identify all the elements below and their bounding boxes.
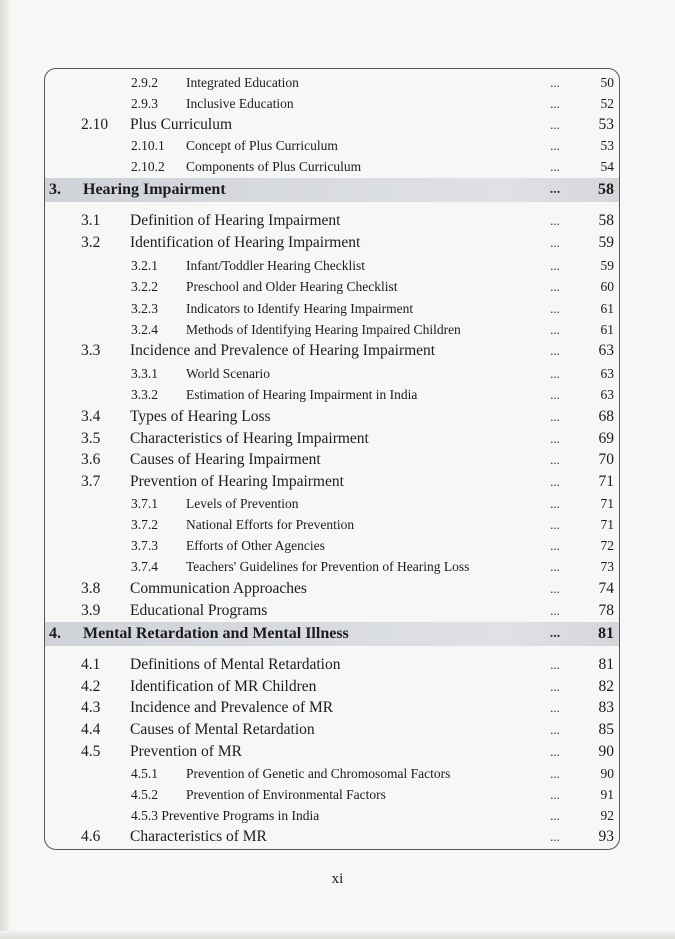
toc-leader-dots: ... xyxy=(550,343,560,358)
toc-entry-row[interactable] xyxy=(45,535,619,556)
toc-entry-row[interactable] xyxy=(45,406,619,427)
toc-leader-dots: ... xyxy=(550,258,560,273)
toc-entry-number: 4.6 xyxy=(81,828,101,845)
toc-chapter-row[interactable] xyxy=(45,178,619,202)
toc-entry-number: 3.4 xyxy=(81,408,101,425)
toc-leader-dots: ... xyxy=(549,626,561,641)
toc-leader-dots: ... xyxy=(550,75,560,90)
toc-leader-dots: ... xyxy=(550,581,560,596)
toc-leader-dots: ... xyxy=(550,787,560,802)
toc-entry-row[interactable] xyxy=(45,741,619,762)
toc-entry-page: 53 xyxy=(598,116,614,133)
toc-entry-number: 4.2 xyxy=(81,678,101,695)
scan-bottom-shadow xyxy=(0,931,675,939)
toc-entry-row[interactable] xyxy=(45,319,619,340)
toc-entry-title: Incidence and Prevalence of Hearing Impairment xyxy=(130,342,436,359)
toc-entry-title: World Scenario xyxy=(186,366,271,381)
toc-entry-row[interactable] xyxy=(45,805,619,826)
toc-leader-dots: ... xyxy=(550,117,560,132)
toc-leader-dots: ... xyxy=(550,452,560,467)
toc-entry-row[interactable] xyxy=(45,697,619,718)
toc-entry-row[interactable] xyxy=(45,135,619,156)
toc-entry-title: Mental Retardation and Mental Illness xyxy=(83,625,349,642)
toc-entry-title: Concept of Plus Curriculum xyxy=(186,138,338,153)
toc-entry-title: Methods of Identifying Hearing Impaired Children xyxy=(186,322,461,337)
toc-entry-title: Integrated Education xyxy=(186,75,299,90)
toc-leader-dots: ... xyxy=(550,138,560,153)
toc-entry-title: Efforts of Other Agencies xyxy=(186,538,325,553)
toc-entry-row[interactable] xyxy=(45,384,619,405)
toc-leader-dots: ... xyxy=(550,279,560,294)
toc-entry-title: Definition of Hearing Impairment xyxy=(130,212,341,229)
toc-entry-page: 59 xyxy=(598,234,614,251)
toc-entry-page: 81 xyxy=(598,625,614,642)
toc-entry-number: 3. xyxy=(49,181,61,198)
toc-entry-page: 82 xyxy=(598,678,614,695)
toc-entry-title: Identification of Hearing Impairment xyxy=(130,234,361,251)
toc-entry-row[interactable] xyxy=(45,276,619,297)
toc-entry-number: 3.3.2 xyxy=(131,387,158,402)
toc-entry-row[interactable] xyxy=(45,826,619,847)
toc-entry-row[interactable] xyxy=(45,763,619,784)
toc-entry-page: 54 xyxy=(600,159,614,174)
toc-entry-title: Preschool and Older Hearing Checklist xyxy=(186,279,398,294)
toc-entry-number: 4.5.2 xyxy=(131,787,158,802)
toc-entry-title: Hearing Impairment xyxy=(83,181,226,198)
toc-entry-page: 61 xyxy=(600,301,614,316)
toc-entry-row[interactable] xyxy=(45,449,619,470)
toc-entry-title: Identification of MR Children xyxy=(130,678,317,695)
toc-leader-dots: ... xyxy=(550,301,560,316)
toc-entry-number: 3.2 xyxy=(81,234,101,251)
toc-entry-row[interactable] xyxy=(45,363,619,384)
toc-entry-row[interactable] xyxy=(45,493,619,514)
toc-entry-page: 91 xyxy=(600,787,614,802)
toc-entry-row[interactable] xyxy=(45,232,619,253)
toc-entry-number: 2.10 xyxy=(81,116,109,133)
toc-entry-row[interactable] xyxy=(45,93,619,114)
toc-entry-title: Characteristics of Hearing Impairment xyxy=(130,430,369,447)
toc-entry-number: 4.1 xyxy=(81,656,101,673)
toc-leader-dots: ... xyxy=(550,387,560,402)
toc-entry-number: 2.10.1 xyxy=(131,138,165,153)
toc-entry-title: Prevention of Genetic and Chromosomal Factors xyxy=(186,766,451,781)
toc-entry-page: 81 xyxy=(598,656,614,673)
toc-entry-row[interactable] xyxy=(45,156,619,177)
toc-entry-page: 68 xyxy=(598,408,614,425)
toc-entry-title: Educational Programs xyxy=(130,602,268,619)
toc-entry-number: 3.9 xyxy=(81,602,101,619)
toc-entry-number: 3.7.4 xyxy=(131,559,158,574)
toc-entry-number: 2.10.2 xyxy=(131,159,165,174)
toc-entry-page: 61 xyxy=(600,322,614,337)
toc-entry-row[interactable] xyxy=(45,556,619,577)
toc-entry-page: 52 xyxy=(600,96,614,111)
scan-edge-shadow xyxy=(0,0,10,939)
toc-entry-title: Prevention of MR xyxy=(130,743,242,760)
toc-entry-row[interactable] xyxy=(45,471,619,492)
toc-entry-number: 3.1 xyxy=(81,212,101,229)
toc-leader-dots: ... xyxy=(550,159,560,174)
toc-entry-row[interactable] xyxy=(45,210,619,231)
toc-leader-dots: ... xyxy=(550,766,560,781)
toc-entry-page: 50 xyxy=(600,75,614,90)
toc-leader-dots: ... xyxy=(550,700,560,715)
toc-leader-dots: ... xyxy=(550,474,560,489)
toc-entry-number: 3.7.1 xyxy=(131,496,158,511)
toc-leader-dots: ... xyxy=(550,496,560,511)
toc-leader-dots: ... xyxy=(550,538,560,553)
toc-entry-number: 2.9.3 xyxy=(131,96,158,111)
toc-entry-number: 3.2.3 xyxy=(131,301,158,316)
toc-entry-page: 90 xyxy=(598,743,614,760)
toc-leader-dots: ... xyxy=(550,235,560,250)
toc-entry-title: Communication Approaches xyxy=(130,580,307,597)
toc-entry-page: 63 xyxy=(600,366,614,381)
toc-entry-number: 4. xyxy=(49,625,61,642)
toc-entry-number: 3.5 xyxy=(81,430,101,447)
toc-entry-row[interactable] xyxy=(45,676,619,697)
toc-entry-row[interactable] xyxy=(45,255,619,276)
toc-leader-dots: ... xyxy=(550,559,560,574)
toc-entry-page: 59 xyxy=(600,258,614,273)
toc-entry-page: 72 xyxy=(600,538,614,553)
toc-entry-page: 63 xyxy=(600,387,614,402)
toc-entry-page: 93 xyxy=(598,828,614,845)
table-of-contents xyxy=(44,68,620,850)
toc-entry-page: 92 xyxy=(600,808,614,823)
toc-entry-page: 58 xyxy=(598,212,614,229)
toc-entry-title: Estimation of Hearing Impairment in India xyxy=(186,387,418,402)
toc-leader-dots: ... xyxy=(550,322,560,337)
toc-entry-title: Plus Curriculum xyxy=(130,116,233,133)
toc-entry-title: Incidence and Prevalence of MR xyxy=(130,699,334,716)
toc-entry-page: 71 xyxy=(598,473,614,490)
toc-entry-row[interactable] xyxy=(45,428,619,449)
toc-entry-number: 3.3 xyxy=(81,342,101,359)
toc-entry-number: 2.9.2 xyxy=(131,75,158,90)
toc-entry-number: 4.5.1 xyxy=(131,766,158,781)
toc-entry-page: 71 xyxy=(600,496,614,511)
toc-entry-number: 3.7.2 xyxy=(131,517,158,532)
toc-entry-number: 3.8 xyxy=(81,580,101,597)
toc-leader-dots: ... xyxy=(549,182,561,197)
toc-entry-row[interactable] xyxy=(45,114,619,135)
toc-leader-dots: ... xyxy=(550,409,560,424)
toc-entry-page: 63 xyxy=(598,342,614,359)
toc-entry-row[interactable] xyxy=(45,72,619,93)
toc-entry-number: 3.2.2 xyxy=(131,279,158,294)
toc-entry-number: 4.5 xyxy=(81,743,101,760)
toc-entry-page: 60 xyxy=(600,279,614,294)
toc-entry-page: 78 xyxy=(598,602,614,619)
toc-leader-dots: ... xyxy=(550,744,560,759)
toc-entry-number: 4.3 xyxy=(81,699,101,716)
toc-entry-title: 4.5.3 Preventive Programs in India xyxy=(131,808,320,823)
toc-leader-dots: ... xyxy=(550,808,560,823)
toc-entry-row[interactable] xyxy=(45,600,619,621)
toc-entry-page: 83 xyxy=(598,699,614,716)
toc-entry-title: Levels of Prevention xyxy=(186,496,299,511)
toc-entry-number: 3.3.1 xyxy=(131,366,158,381)
toc-leader-dots: ... xyxy=(550,366,560,381)
toc-entry-row[interactable] xyxy=(45,340,619,361)
toc-entry-title: National Efforts for Prevention xyxy=(186,517,355,532)
toc-entry-title: Infant/Toddler Hearing Checklist xyxy=(186,258,366,273)
toc-entry-row[interactable] xyxy=(45,578,619,599)
toc-entry-page: 85 xyxy=(598,721,614,738)
page-number: xi xyxy=(331,871,344,887)
toc-entry-number: 4.4 xyxy=(81,721,101,738)
toc-entry-page: 70 xyxy=(598,451,614,468)
toc-leader-dots: ... xyxy=(550,722,560,737)
toc-entry-page: 71 xyxy=(600,517,614,532)
toc-entry-title: Types of Hearing Loss xyxy=(130,408,271,425)
toc-entry-row[interactable] xyxy=(45,298,619,319)
toc-leader-dots: ... xyxy=(550,213,560,228)
toc-entry-row[interactable] xyxy=(45,654,619,675)
toc-entry-title: Prevention of Hearing Impairment xyxy=(130,473,344,490)
toc-leader-dots: ... xyxy=(550,431,560,446)
toc-entry-page: 74 xyxy=(598,580,614,597)
toc-entry-row[interactable] xyxy=(45,514,619,535)
toc-leader-dots: ... xyxy=(550,679,560,694)
toc-leader-dots: ... xyxy=(550,657,560,672)
toc-entry-page: 73 xyxy=(600,559,614,574)
toc-entry-number: 3.2.4 xyxy=(131,322,158,337)
toc-entry-title: Indicators to Identify Hearing Impairment xyxy=(186,301,414,316)
toc-entry-title: Components of Plus Curriculum xyxy=(186,159,362,174)
toc-entry-row[interactable] xyxy=(45,784,619,805)
toc-entry-page: 69 xyxy=(598,430,614,447)
toc-entry-title: Inclusive Education xyxy=(186,96,294,111)
toc-entry-title: Causes of Mental Retardation xyxy=(130,721,315,738)
toc-chapter-row[interactable] xyxy=(45,622,619,646)
toc-leader-dots: ... xyxy=(550,603,560,618)
toc-entry-page: 53 xyxy=(600,138,614,153)
toc-leader-dots: ... xyxy=(550,517,560,532)
toc-entry-title: Definitions of Mental Retardation xyxy=(130,656,341,673)
toc-entry-title: Teachers' Guidelines for Prevention of Hearing Loss xyxy=(186,559,470,574)
toc-entry-number: 3.2.1 xyxy=(131,258,158,273)
toc-entry-page: 58 xyxy=(598,181,614,198)
toc-entry-number: 3.7 xyxy=(81,473,101,490)
toc-leader-dots: ... xyxy=(550,96,560,111)
toc-entry-title: Prevention of Environmental Factors xyxy=(186,787,386,802)
toc-leader-dots: ... xyxy=(550,829,560,844)
toc-entry-number: 3.7.3 xyxy=(131,538,158,553)
toc-entry-page: 90 xyxy=(600,766,614,781)
toc-entry-number: 3.6 xyxy=(81,451,101,468)
toc-entry-row[interactable] xyxy=(45,719,619,740)
toc-entry-title: Causes of Hearing Impairment xyxy=(130,451,321,468)
toc-entry-title: Characteristics of MR xyxy=(130,828,267,845)
